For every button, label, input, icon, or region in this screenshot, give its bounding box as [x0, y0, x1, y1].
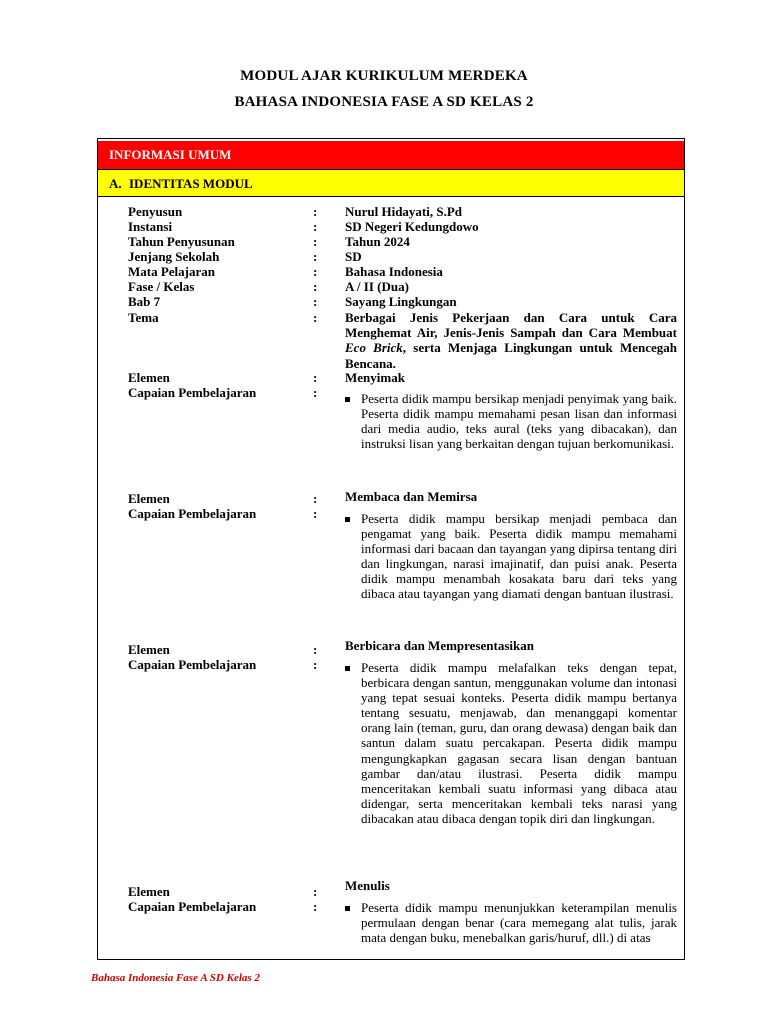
identity-label: Bab 7	[128, 294, 161, 309]
identity-value: SD Negeri Kedungdowo	[345, 219, 479, 234]
cp-bullet	[345, 511, 677, 602]
elemen-name: Berbicara dan Mempresentasikan	[345, 638, 534, 653]
elemen-label: Elemen	[128, 370, 170, 385]
bullet-icon	[345, 906, 350, 911]
tema-text	[345, 310, 677, 371]
tema-colon: :	[313, 310, 318, 325]
tema-text-part2: , serta Menjaga Lingkungan untuk Mencegah Bencana.	[345, 340, 677, 371]
elemen-label: Elemen	[128, 491, 170, 506]
identity-label: Mata Pelajaran	[128, 264, 216, 279]
identity-value: Sayang Lingkungan	[345, 294, 457, 309]
module-table	[97, 138, 685, 960]
cp-colon: :	[313, 657, 318, 672]
document-title-line-2: BAHASA INDONESIA FASE A SD KELAS 2	[234, 94, 534, 110]
identity-colon: :	[313, 294, 318, 309]
bullet-icon	[345, 397, 350, 402]
tema-label: Tema	[128, 310, 159, 325]
cp-bullet	[345, 900, 677, 945]
elemen-name: Menyimak	[345, 370, 405, 385]
identity-row	[98, 234, 684, 249]
document-title-line-1: MODUL AJAR KURIKULUM MERDEKA	[240, 68, 528, 84]
cp-bullet	[345, 660, 677, 826]
identity-colon: :	[313, 219, 318, 234]
elemen-name: Menulis	[345, 878, 390, 893]
section-identitas-modul	[98, 169, 684, 197]
section-number: A.	[109, 176, 122, 191]
cp-description: Peserta didik mampu menunjukkan keterampilan menulis permulaan dengan benar (cara memegang alat tulis, jarak mata dengan buku, menebalkan garis/huruf, dll.) di atas	[361, 900, 677, 946]
identity-value: SD	[345, 249, 362, 264]
cp-colon: :	[313, 506, 318, 521]
cp-description: Peserta didik mampu bersikap menjadi penyimak yang baik. Peserta didik mampu memahami pesan lisan dan informasi dari media audio, teks aural (teks yang dibacakan), dan instruksi lisan yang berkaitan dengan tujuan berkomunikasi.	[361, 391, 677, 452]
cp-label: Capaian Pembelajaran	[128, 385, 257, 400]
identity-label: Fase / Kelas	[128, 279, 195, 294]
identity-value: Bahasa Indonesia	[345, 264, 443, 279]
cp-description: Peserta didik mampu melafalkan teks dengan tepat, berbicara dengan santun, menggunakan volume dan intonasi yang tepat sesuai konteks. Peserta didik mampu bertanya tentang sesuatu, menjawab, dan menanggapi komentar orang lain (teman, guru, dan orang dewasa) dengan baik dan santun dalam suatu percakapan. Peserta didik mampu mengungkapkan gagasan secara lisan dengan bantuan gambar dan/atau ilustrasi. Peserta didik mampu menceritakan kembali suatu informasi yang dibaca atau didengar, serta menceritakan kembali teks narasi yang dibacakan atau dibaca dengan topik diri dan lingkungan.	[361, 660, 677, 826]
cp-colon: :	[313, 385, 318, 400]
identity-label: Penyusun	[128, 204, 183, 219]
elemen-colon: :	[313, 370, 318, 385]
identity-colon: :	[313, 204, 318, 219]
identity-colon: :	[313, 279, 318, 294]
elemen-row	[98, 884, 684, 899]
identity-value: Tahun 2024	[345, 234, 410, 249]
identity-row	[98, 264, 684, 279]
identity-colon: :	[313, 234, 318, 249]
cp-label: Capaian Pembelajaran	[128, 657, 257, 672]
section-informasi-umum: INFORMASI UMUM	[98, 141, 684, 169]
elemen-label: Elemen	[128, 884, 170, 899]
identity-row	[98, 249, 684, 264]
elemen-colon: :	[313, 642, 318, 657]
cp-description: Peserta didik mampu bersikap menjadi pembaca dan pengamat yang baik. Peserta didik mampu memahami informasi dari bacaan dan tayangan yang dipirsa tentang diri dan lingkungan, narasi imajinatif, dan puisi anak. Peserta didik mampu menambah kosakata baru dari teks yang dibaca atau tayangan yang diamati dengan bantuan ilustrasi.	[361, 511, 677, 602]
bullet-icon	[345, 666, 350, 671]
elemen-label: Elemen	[128, 642, 170, 657]
identity-colon: :	[313, 249, 318, 264]
tema-text-italic: Eco Brick	[345, 340, 403, 356]
identity-row	[98, 294, 684, 309]
elemen-colon: :	[313, 884, 318, 899]
page-footer: Bahasa Indonesia Fase A SD Kelas 2	[91, 972, 260, 984]
identity-label: Jenjang Sekolah	[128, 249, 220, 264]
identity-label: Tahun Penyusunan	[128, 234, 235, 249]
elemen-colon: :	[313, 491, 318, 506]
cp-label: Capaian Pembelajaran	[128, 506, 257, 521]
identity-value: A / II (Dua)	[345, 279, 409, 294]
section-label: IDENTITAS MODUL	[129, 176, 253, 191]
identity-value: Nurul Hidayati, S.Pd	[345, 204, 463, 219]
cp-label: Capaian Pembelajaran	[128, 899, 257, 914]
identity-label: Instansi	[128, 219, 173, 234]
cp-bullet	[345, 391, 677, 451]
identity-row	[98, 204, 684, 219]
identity-row	[98, 279, 684, 294]
identity-row	[98, 219, 684, 234]
elemen-name: Membaca dan Memirsa	[345, 489, 478, 504]
identity-colon: :	[313, 264, 318, 279]
tema-text-part1: Berbagai Jenis Pekerjaan dan Cara untuk Cara Menghemat Air, Jenis-Jenis Sampah dan Cara Membuat	[345, 310, 677, 341]
bullet-icon	[345, 517, 350, 522]
cp-colon: :	[313, 899, 318, 914]
